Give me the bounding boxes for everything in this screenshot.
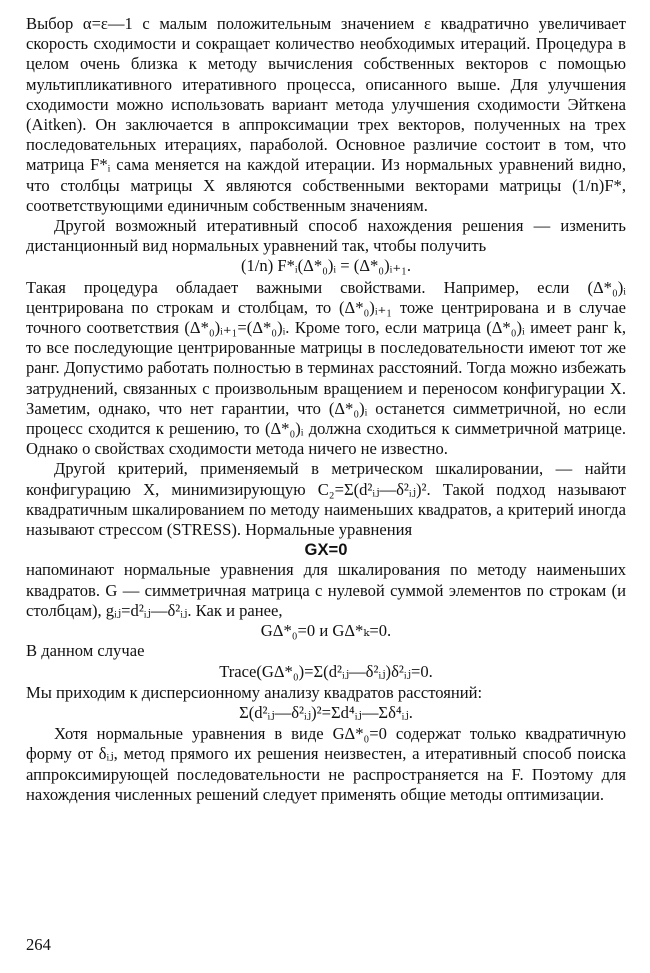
- equation-sum-squares: Σ(d²ᵢⱼ—δ²ᵢⱼ)²=Σd⁴ᵢⱼ—Σδ⁴ᵢⱼ.: [239, 702, 413, 722]
- paragraph-properties: Такая процедура обладает важными свойствами. Например, если (Δ*₀)ᵢ центрирована по строкам и столбцам, то (Δ*₀)ᵢ₊₁ тоже центрирована и в случае точного соответствия (Δ*₀)ᵢ₊₁=(Δ*₀)ᵢ. Кроме того, если матрица (Δ*₀)ᵢ имеет ранг k, то все последующие центрированные матрицы в последовательности имеют тот же ранг. Допустимо работать полностью в терминах расстояний. Тогда можно избежать затруднений, связанных с произвольным вращением и переносом конфигурации X. Заметим, однако, что нет гарантии, что (Δ*₀)ᵢ останется симметричной, но если процесс сходится к решению, то (Δ*₀)ᵢ должна сходиться к симметричной матрице. Однако о свойствах сходимости метода ничего не известно.: [26, 277, 626, 459]
- equation-iteration: (1/n) F*ᵢ(Δ*₀)ᵢ = (Δ*₀)ᵢ₊₁.: [240, 256, 412, 276]
- paragraph-stress-criterion: Другой критерий, применяемый в метрическом шкалировании, — найти конфигурацию X, минимизирующую C₂=Σ(d²ᵢⱼ—δ²ᵢⱼ)². Такой подход называют квадратичным шкалированием по методу наименьших квадратов, а критерий иногда называют стрессом (STRESS). Нормальные уравнения: [26, 459, 626, 540]
- paragraph-aitken-convergence: Выбор α=ε—1 с малым положительным значением ε квадратично увеличивает скорость сходимости и сокращает количество необходимых итераций. Процедура в целом очень близка к методу вычисления собственных векторов с помощью мультипликативного итеративного процесса, описанного выше. Для улучшения сходимости можно использовать вариант метода улучшения сходимости Эйткена (Aitken). Он заключается в аппроксимации трех векторов, полученных на трех последовательных итерациях, параболой. Основное различие состоит в том, что матрица F*ᵢ сама меняется на каждой итерации. Из нормальных уравнений видно, что столбцы матрицы X являются собственными векторами матрицы (1/n)F*, соответствующими единичным собственным значениям.: [26, 14, 626, 215]
- paragraph-variance-analysis: Мы приходим к дисперсионному анализу квадратов расстояний:: [26, 682, 483, 702]
- equation-trace: Trace(GΔ*₀)=Σ(d²ᵢⱼ—δ²ᵢⱼ)δ²ᵢⱼ=0.: [219, 661, 433, 681]
- paragraph-iterative-method: Другой возможный итеративный способ нахождения решения — изменить дистанционный вид нормальных уравнений так, чтобы получить: [26, 216, 626, 256]
- page-number: 264: [26, 935, 51, 954]
- equation-g-delta: GΔ*₀=0 и GΔ*ₖ=0.: [260, 621, 392, 641]
- paragraph-optimization: Хотя нормальные уравнения в виде GΔ*₀=0 содержат только квадратичную форму от δᵢⱼ, метод прямого их решения неизвестен, а итеративный способ поиска аппроксимирующей последовательности не распространяется на F. Поэтому для нахождения численных решений следует применять общие методы оптимизации.: [26, 724, 626, 804]
- paragraph-normal-equations: напоминают нормальные уравнения для шкалирования по методу наименьших квадратов. G — симметричная матрица с нулевой суммой элементов по строкам (и столбцам), gᵢⱼ=d²ᵢⱼ—δ²ᵢⱼ. Как и ранее,: [26, 560, 626, 620]
- equation-gx: GX=0: [304, 540, 348, 560]
- paragraph-in-this-case: В данном случае: [26, 641, 145, 661]
